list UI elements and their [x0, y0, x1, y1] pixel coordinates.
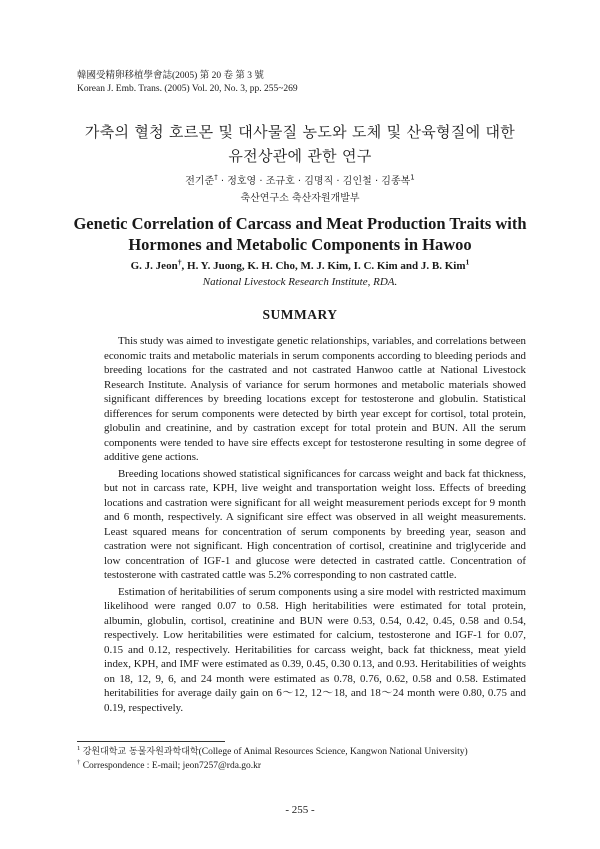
page-number: - 255 -: [285, 804, 315, 816]
korean-title-line2: 유전상관에 관한 연구: [228, 147, 372, 165]
footnote-1-korean: 강원대학교 동물자원과학대학: [82, 747, 199, 757]
institution: National Livestock Research Institute, RDA.: [202, 276, 398, 288]
english-author-first: G. J. Jeon: [130, 260, 178, 272]
footnote-1-mark: 1: [77, 744, 81, 752]
korean-author-rest: · 정호영 · 조규호 · 김명직 · 김인철 · 김종복: [217, 176, 411, 187]
affiliation-mark: 1: [410, 173, 415, 182]
footnote-2-text: Correspondence : E-mail; jeon7257@rda.go.kr: [82, 761, 262, 771]
journal-header-english: Korean J. Emb. Trans. (2005) Vol. 20, No. 3, pp. 255~269: [77, 84, 298, 94]
summary-heading: SUMMARY: [262, 307, 338, 322]
english-title-line1: Genetic Correlation of Carcass and Meat Production Traits with: [73, 214, 527, 233]
summary-paragraph-1: This study was aimed to investigate genetic relationships, variables, and correlations between economic traits and metabolic materials in serum components according to bleeding periods and breeding locations for the castrated and not castrated Hanwoo cattle at National Livestock Research Institute. Analysis of variance for serum hormones and metabolic materials showed significant differences by breeding locations except for testosterone and globulin. Statistical differences for serum components were detected by birth year except for cortisol, total protein, globulin and creatinine, and by castration except for total protein and BUN. All the serum components were tended to have sire effects except for testosterone resulting in some degree of additive gene actions.: [104, 335, 526, 463]
footnote-divider: [77, 741, 225, 742]
summary-paragraph-2: Breeding locations showed statistical significances for carcass weight and back fat thickness, but not in carcass rate, KPH, live weight and transportation weight loss. Effects of breeding locations and castration were significant for all weight measurement periods except for 9 month and 6 month, respectively. A significant sire effect was observed in all weight measurements. Least squared means for concentration of serum components by breeding year, season and castration were not significant. High concentration of cortisol, creatinine and triglyceride and low concentration of IGF-1 and glucose were detected in castrated cattle. Concentration of testosterone with castrated cattle was 5.2% corresponding to non castrated cattle.: [104, 467, 526, 581]
footnote-2-mark: †: [77, 758, 81, 766]
footnote-1: [77, 746, 468, 759]
corresponding-mark-en: †: [177, 257, 182, 267]
korean-title-line1: 가축의 혈청 호르몬 및 대사물질 농도와 도체 및 산육형질에 대한: [84, 123, 516, 141]
footnote-2: [77, 760, 261, 773]
affiliation-mark-en: 1: [465, 257, 470, 267]
corresponding-mark: †: [214, 173, 218, 182]
summary-body: [104, 334, 526, 717]
korean-affiliation: 축산연구소 축산자원개발부: [240, 193, 360, 204]
summary-paragraph-3: Estimation of heritabilities of serum components using a sire model with restricted maximum likelihood were ranged 0.07 to 0.58. High heritabilities were estimated for total protein, albumin, globulin, cortisol, creatinine and BUN were 0.53, 0.54, 0.42, 0.45, 0.58 and 0.54, respectively. Low heritabilities were estimated for calcium, testosterone and IGF-1 for 0.07, 0.15 and 0.12, respectively. Heritabilities for carcass weight, back fat thickness, meat yield index, KPH, and IMF were estimated as 0.39, 0.45, 0.30 0.13, and 0.93. Heritabilities of weights on 18, 12, 9, 6, and 24 month were estimated as 0.78, 0.76, 0.62, 0.58 and 0.58. Estimated heritabilities for average daily gain on 6～12, 12～18, and 18～24 month were 0.80, 0.75 and 0.19, respectively.: [104, 585, 526, 714]
korean-authors: [0, 172, 600, 187]
english-authors: [0, 257, 600, 272]
footnote-1-english: (College of Animal Resources Science, Kangwon National University): [198, 747, 468, 757]
english-author-rest: , H. Y. Juong, K. H. Cho, M. J. Kim, I. C. Kim and J. B. Kim: [181, 260, 466, 272]
korean-author-first: 전기준: [185, 176, 215, 187]
journal-header-korean: 韓國受精卵移植學會誌(2005) 第 20 卷 第 3 號: [77, 71, 264, 81]
english-title-line2: Hormones and Metabolic Components in Hawoo: [128, 235, 472, 254]
